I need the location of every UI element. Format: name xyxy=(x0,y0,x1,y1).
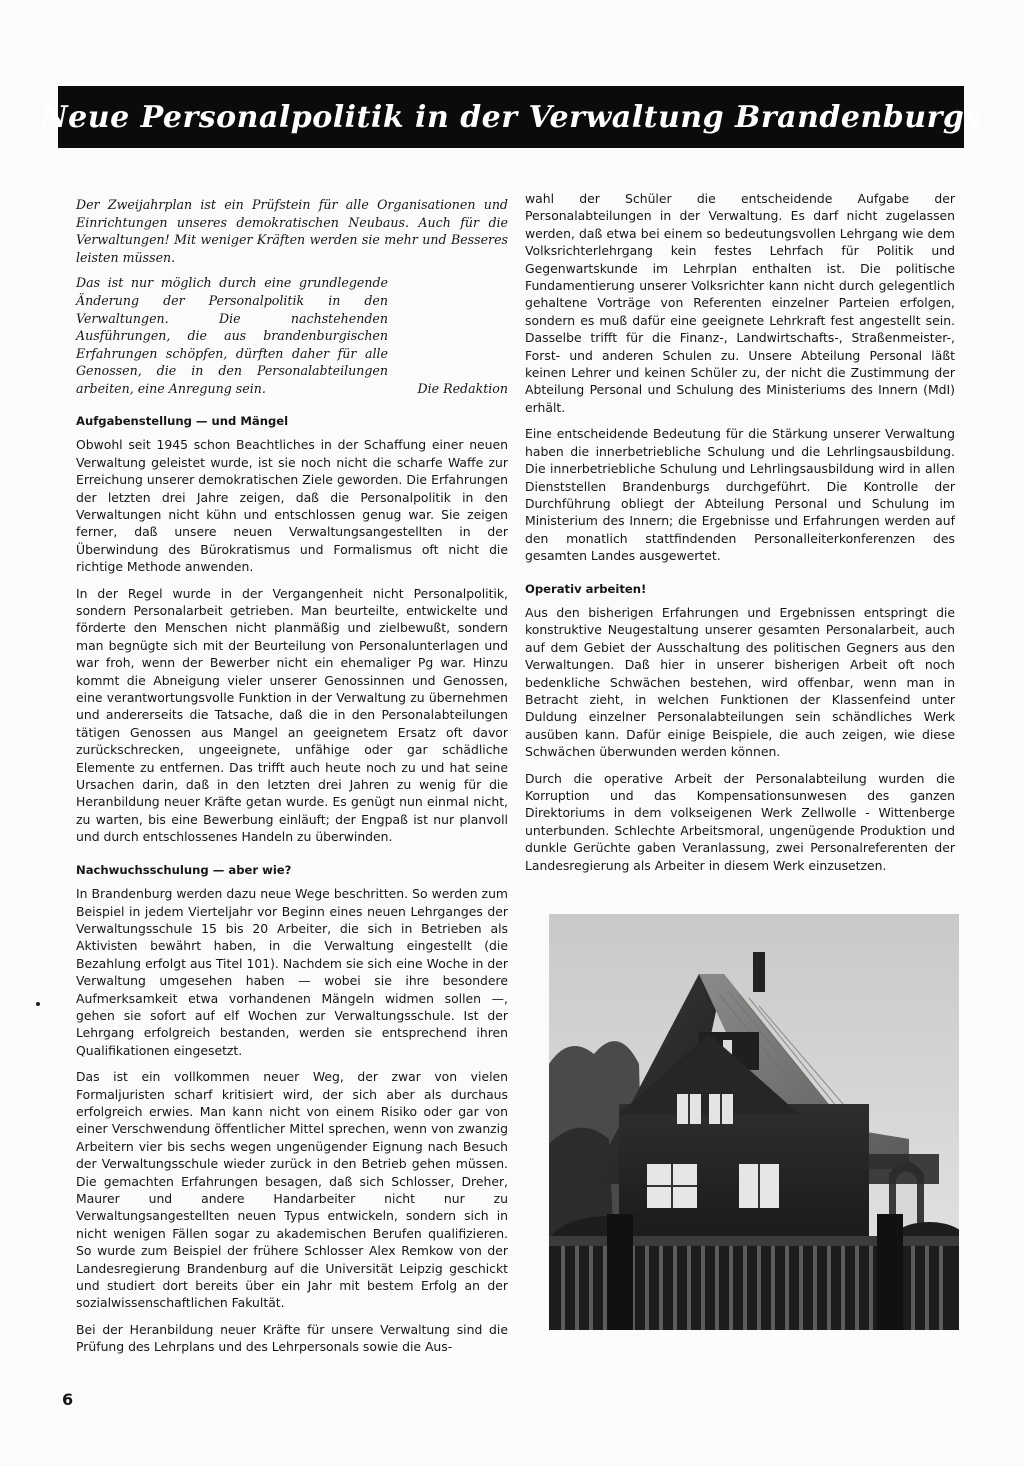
body-paragraph: Durch die operative Arbeit der Personalabteilung wurden die Korruption und das Kompensationsunwesen des ganzen Direktoriums in dem volkseigenen Werk Zellwolle - Wittenberge unterbunden. Schlechte Arbeitsmoral, ungenügende Produktion und dunkle Gerüchte gaben Veranlassung, zwei Personalreferenten der Landesregierung als Arbeiter in diesem Werk einzusetzen. xyxy=(525,770,955,873)
house-photo xyxy=(549,914,959,1330)
left-column xyxy=(76,196,508,1365)
body-paragraph: wahl der Schüler die entscheidende Aufgabe der Personalabteilungen in der Verwaltung. Es darf nicht zugelassen werden, daß etwa bei einem so bedeutungsvollen Lehrgang wie dem Volksrichterlehrgang kein festes Lehrfach für Politik und Gegenwartskunde im Lehrplan enthalten ist. Die politische Fundamentierung unserer Volksrichter kann nicht durch gelegentlich gehaltene Vorträge von Referenten einzelner Parteien erfolgen, sondern es muß dafür eine geeignete Lehrkraft fest angestellt sein. Dasselbe trifft für die Finanz-, Landwirtschafts-, Straßenmeister-, Forst- und anderen Schulen zu. Unsere Abteilung Personal läßt keinen Lehrer und keinen Schüler zu, der nicht die Zustimmung der Abteilung Personal und Schulung des Ministeriums des Innern (MdI) erhält. xyxy=(525,191,955,415)
section-heading: Aufgabenstellung — und Mängel xyxy=(76,413,289,428)
body-paragraph: Das ist ein vollkommen neuer Weg, der zwar von vielen Formaljuristen scharf kritisiert wird, der sich aber als durchaus erfolgreich erwies. Man kann nicht von einem Risiko oder gar von einer Verschwendung öffentlicher Mittel sprechen, wenn von zwanzig Arbeitern vier bis sechs wegen ungenügender Eignung nach Besuch der Verwaltungsschule wieder zurück in den Betrieb gehen müssen. Die gemachten Erfahrungen besagen, daß sich Schlosser, Dreher, Maurer und andere Handarbeiter nicht nur zu Verwaltungsangestellten neuen Typus entwickeln, sondern sich in nicht wenigen Fällen sogar zu akademischen Berufen qualifizieren. So wurde zum Beispiel der frühere Schlosser Alex Remkow von der Landesregierung Brandenburg auf die Universität Leipzig geschickt und studiert dort bereits über ein Jahr mit bestem Erfolg an der sozialwissenschaftlichen Fakultät. xyxy=(76,1069,508,1311)
body-paragraph: Aus den bisherigen Erfahrungen und Ergebnissen entspringt die konstruktive Neugestaltung unserer gesamten Personalarbeit, auch auf dem Gebiet der Ausschaltung des politischen Gegners aus den Verwaltungen. Daß hier in unserer bisherigen Arbeit oft noch bedenkliche Schwächen bestehen, wird offenbar, wenn man in Betracht zieht, in welchen Funktionen der Klassenfeind unter Duldung einzelner Personalabteilungen sein schändliches Werk ausüben kann. Dafür einige Beispiele, die auch zeigen, wie diese Schwächen überwunden werden können. xyxy=(525,604,955,760)
intro-paragraph: Das ist nur möglich durch eine grundlegende Änderung der Personalpolitik in den Verwaltungen. Die nachstehenden Ausführungen, die aus brandenburgischen Erfahrungen schöpfen, dürften daher für alle Genossen, die in den Personalabteilungen arbeiten, eine Anregung sein. xyxy=(76,275,388,396)
margin-dot xyxy=(36,1002,40,1006)
editorial-signature: Die Redaktion xyxy=(417,380,508,396)
title-banner xyxy=(40,86,982,148)
house-illustration xyxy=(549,914,959,1330)
section-heading: Operativ arbeiten! xyxy=(525,581,647,596)
body-paragraph: Bei der Heranbildung neuer Kräfte für unsere Verwaltung sind die Prüfung des Lehrplans und des Lehrpersonals sowie die Aus- xyxy=(76,1321,508,1355)
intro-paragraph: Der Zweijahrplan ist ein Prüfstein für alle Organisationen und Einrichtungen unseres demokratischen Neubaus. Auch für die Verwaltungen! Mit weniger Kräften werden sie mehr und Besseres leisten müssen. xyxy=(76,197,508,265)
page-number: 6 xyxy=(62,1390,74,1409)
section-heading: Nachwuchsschulung — aber wie? xyxy=(76,862,292,877)
article-title: Neue Personalpolitik in der Verwaltung Brandenburgs xyxy=(40,99,982,135)
body-paragraph: In der Regel wurde in der Vergangenheit nicht Personalpolitik, sondern Personalarbeit getrieben. Man beurteilte, entwickelte und förderte den Menschen nicht planmäßig und zielbewußt, sondern man begnügte sich mit der Beurteilung von Personalunterlagen und war froh, wenn der Bewerber nicht ein ehemaliger Pg war. Hinzu kommt die Abneigung vieler unserer Genossinnen und Genossen, eine verantwortungsvolle Funktion in der Verwaltung zu übernehmen und andererseits die Tatsache, daß die in den Personalabteilungen tätigen Genossen aus Mangel an geeignetem Ersatz oft davor zurückschrecken, ungeeignete, unfähige oder gar schädliche Elemente zu entfernen. Das trifft auch heute noch zu und hat seine Ursachen darin, daß in den letzten drei Jahren zu wenig für die Heranbildung neuer Kräfte getan wurde. Es genügt nun einmal nicht, zu warten, bis eine Bewerbung einläuft; der Engpaß ist nur planvoll und durch entschlossenes Handeln zu überwinden. xyxy=(76,585,508,845)
body-paragraph: In Brandenburg werden dazu neue Wege beschritten. So werden zum Beispiel in jedem Vierteljahr vor Beginn eines neuen Lehrganges der Verwaltungsschule 15 bis 20 Arbeiter, die sich in Betrieben als Aktivisten bewährt haben, in die Verwaltung eingestellt (die Bezahlung erfolgt aus Titel 101). Nachdem sie sich eine Woche in der Verwaltung umgesehen haben — wobei sie ihre besondere Aufmerksamkeit etwa vorhandenen Mängeln widmen sollen —, gehen sie sofort auf elf Wochen zur Verwaltungsschule. Ist der Lehrgang erfolgreich bestanden, werden sie entsprechend ihren Qualifikationen eingesetzt. xyxy=(76,886,508,1058)
body-paragraph: Obwohl seit 1945 schon Beachtliches in der Schaffung einer neuen Verwaltung geleistet wurde, ist sie noch nicht die scharfe Waffe zur Erreichung unserer demokratischen Ziele geworden. Die Erfahrungen der letzten drei Jahre zeigen, daß die Personalpolitik in den Verwaltungen nicht kühn und entschlossen genug war. Sie zeigen ferner, daß unsere neuen Verwaltungsangestellten in der Überwindung des Bürokratismus und Formalismus oft nicht die richtige Methode anwenden. xyxy=(76,437,508,575)
right-column xyxy=(525,190,955,883)
editorial-intro xyxy=(76,196,508,397)
body-paragraph: Eine entscheidende Bedeutung für die Stärkung unserer Verwaltung haben die innerbetriebliche Schulung und die Lehrlingsausbildung. Die innerbetriebliche Schulung und Lehrlingsausbildung wird in allen Dienststellen Brandenburgs durchgeführt. Die Kontrolle der Durchführung obliegt der Abteilung Personal und Schulung im Ministerium des Innern; die Ergebnisse und Erfahrungen werden auf den monatlich stattfindenden Personalleiterkonferenzen des gesamten Landes ausgewertet. xyxy=(525,426,955,564)
